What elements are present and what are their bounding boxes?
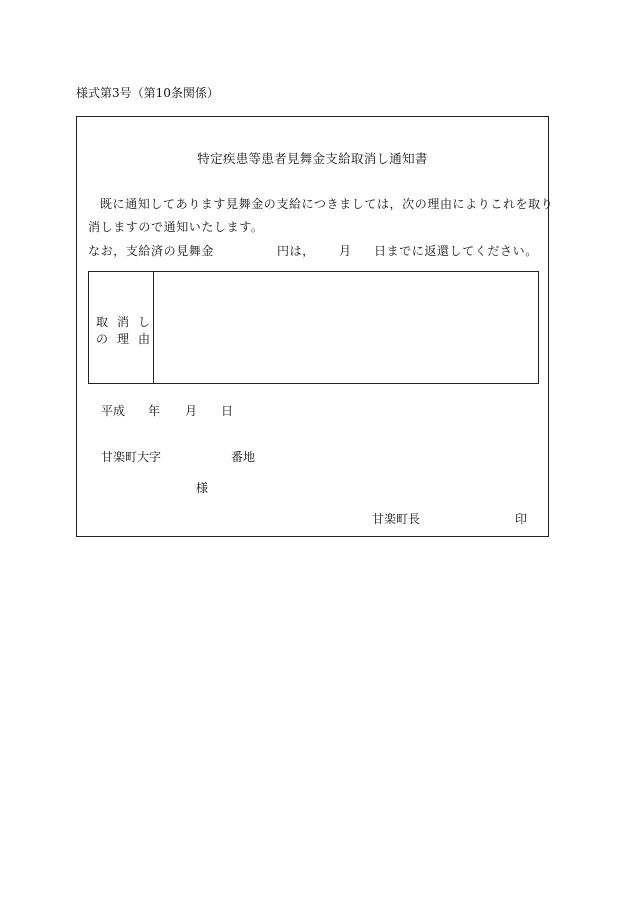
form-number: 様式第3号（第10条関係） (76, 86, 219, 100)
body-paragraph-2-day: 日までに返還してください。 (374, 244, 538, 258)
date-era: 平成 (101, 404, 126, 418)
body-paragraph-1-line-1: 既に通知してあります見舞金の支給につきましては，次の理由によりこれを取り (100, 197, 554, 211)
notice-frame (76, 116, 554, 537)
body-paragraph-2-yen: 円は， (277, 244, 315, 258)
reason-box (88, 271, 539, 384)
recipient-sama: 様 (196, 481, 209, 495)
address-banchi: 番地 (231, 450, 256, 464)
body-paragraph-2-month: 月 (339, 244, 352, 258)
date-day: 日 (221, 404, 234, 418)
document-title: 特定疾患等患者見舞金支給取消し通知書 (197, 151, 428, 166)
reason-label-cell (89, 272, 160, 383)
reason-label-line-1: 取消し (96, 315, 160, 329)
issuer-seal: 印 (515, 512, 528, 526)
date-year: 年 (148, 404, 161, 418)
reason-label-line-2: の理由 (96, 332, 160, 346)
body-paragraph-1-line-2: 消しますので通知いたします。 (88, 220, 264, 234)
issuer-title: 甘楽町長 (372, 512, 421, 526)
date-month: 月 (185, 404, 198, 418)
address-town: 甘楽町大字 (101, 450, 162, 464)
body-paragraph-2-prefix: なお，支給済の見舞金 (88, 244, 215, 258)
